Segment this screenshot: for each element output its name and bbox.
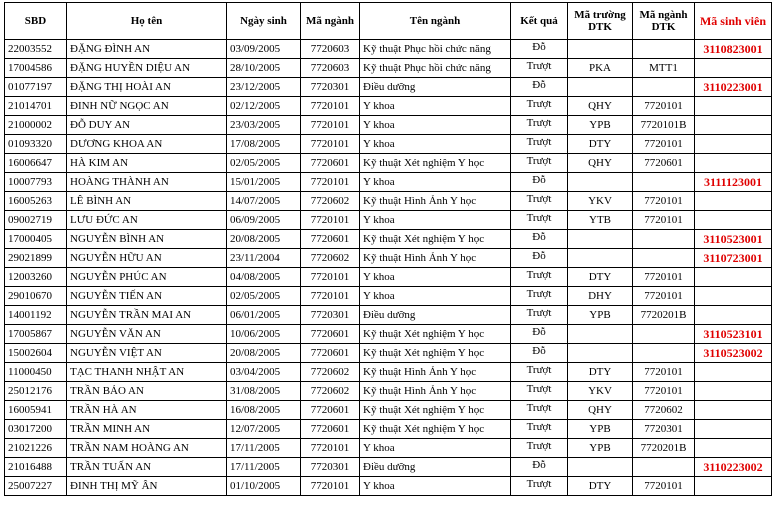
cell-student-id	[695, 477, 772, 496]
table-row	[5, 401, 772, 420]
cell-sbd: 21016488	[5, 458, 67, 477]
header-row	[5, 3, 772, 40]
cell-major-name: Điều dưỡng	[360, 458, 511, 477]
cell-major-name: Kỹ thuật Xét nghiệm Y học	[360, 420, 511, 439]
cell-name: TRẦN TUẤN AN	[67, 458, 227, 477]
cell-school-dtk	[568, 173, 633, 192]
cell-result: Trượt	[511, 211, 568, 230]
cell-sbd: 10007793	[5, 173, 67, 192]
cell-major-name: Kỹ thuật Hình Ảnh Y học	[360, 382, 511, 401]
cell-sbd: 11000450	[5, 363, 67, 382]
cell-major-code: 7720101	[301, 211, 360, 230]
cell-major-code: 7720601	[301, 154, 360, 173]
cell-result: Trượt	[511, 439, 568, 458]
header-school-dtk: Mã trường DTK	[568, 3, 633, 40]
table-row	[5, 97, 772, 116]
cell-major-code: 7720601	[301, 401, 360, 420]
cell-major-code: 7720101	[301, 477, 360, 496]
cell-major-dtk	[633, 458, 695, 477]
table-row	[5, 363, 772, 382]
cell-school-dtk	[568, 230, 633, 249]
cell-sbd: 16005941	[5, 401, 67, 420]
cell-major-dtk: 7720201B	[633, 439, 695, 458]
cell-name: NGUYỄN TIẾN AN	[67, 287, 227, 306]
table-body	[5, 40, 772, 496]
cell-sbd: 01093320	[5, 135, 67, 154]
cell-student-id	[695, 306, 772, 325]
cell-major-code: 7720101	[301, 268, 360, 287]
header-sbd: SBD	[5, 3, 67, 40]
cell-major-dtk: 7720101	[633, 192, 695, 211]
cell-major-code: 7720602	[301, 249, 360, 268]
cell-major-dtk: 7720101B	[633, 116, 695, 135]
cell-major-code: 7720602	[301, 363, 360, 382]
cell-major-code: 7720601	[301, 344, 360, 363]
cell-sbd: 03017200	[5, 420, 67, 439]
cell-student-id	[695, 211, 772, 230]
cell-name: NGUYỄN TRẦN MAI AN	[67, 306, 227, 325]
cell-sbd: 01077197	[5, 78, 67, 97]
cell-dob: 03/09/2005	[227, 40, 301, 59]
cell-dob: 17/08/2005	[227, 135, 301, 154]
cell-name: ĐINH THỊ MỸ ÂN	[67, 477, 227, 496]
cell-school-dtk: YPB	[568, 116, 633, 135]
cell-major-name: Y khoa	[360, 116, 511, 135]
cell-student-id	[695, 59, 772, 78]
cell-major-code: 7720301	[301, 458, 360, 477]
cell-school-dtk	[568, 344, 633, 363]
cell-major-code: 7720101	[301, 135, 360, 154]
cell-name: NGUYỄN HỮU AN	[67, 249, 227, 268]
header-major-code: Mã ngành	[301, 3, 360, 40]
cell-result: Trượt	[511, 192, 568, 211]
admission-results-table	[4, 2, 772, 496]
cell-name: NGUYỄN VĂN AN	[67, 325, 227, 344]
cell-name: LÊ BÌNH AN	[67, 192, 227, 211]
cell-result: Trượt	[511, 268, 568, 287]
table-row	[5, 154, 772, 173]
table-row	[5, 458, 772, 477]
cell-major-dtk	[633, 40, 695, 59]
table-row	[5, 116, 772, 135]
cell-school-dtk: QHY	[568, 154, 633, 173]
cell-major-dtk: 7720301	[633, 420, 695, 439]
cell-major-dtk: 7720101	[633, 211, 695, 230]
cell-major-code: 7720601	[301, 325, 360, 344]
cell-major-dtk: 7720101	[633, 382, 695, 401]
cell-student-id	[695, 268, 772, 287]
cell-sbd: 21021226	[5, 439, 67, 458]
table-row	[5, 268, 772, 287]
cell-sbd: 25012176	[5, 382, 67, 401]
cell-result: Trượt	[511, 420, 568, 439]
cell-major-name: Y khoa	[360, 135, 511, 154]
cell-dob: 06/09/2005	[227, 211, 301, 230]
cell-major-code: 7720101	[301, 97, 360, 116]
cell-school-dtk: YPB	[568, 306, 633, 325]
cell-sbd: 14001192	[5, 306, 67, 325]
cell-major-name: Y khoa	[360, 173, 511, 192]
cell-major-name: Kỹ thuật Hình Ảnh Y học	[360, 249, 511, 268]
cell-student-id	[695, 97, 772, 116]
cell-major-name: Y khoa	[360, 477, 511, 496]
cell-school-dtk: DTY	[568, 135, 633, 154]
cell-dob: 12/07/2005	[227, 420, 301, 439]
cell-major-dtk: 7720101	[633, 135, 695, 154]
cell-major-code: 7720101	[301, 116, 360, 135]
cell-student-id: 3110823001	[695, 40, 772, 59]
cell-result: Trượt	[511, 97, 568, 116]
cell-result: Trượt	[511, 306, 568, 325]
cell-major-name: Y khoa	[360, 97, 511, 116]
table-row	[5, 230, 772, 249]
cell-sbd: 17000405	[5, 230, 67, 249]
cell-major-code: 7720603	[301, 40, 360, 59]
cell-student-id	[695, 154, 772, 173]
cell-result: Trượt	[511, 59, 568, 78]
cell-school-dtk	[568, 458, 633, 477]
cell-major-name: Kỹ thuật Phục hồi chức năng	[360, 40, 511, 59]
cell-sbd: 21014701	[5, 97, 67, 116]
cell-school-dtk	[568, 249, 633, 268]
cell-name: TRẦN MINH AN	[67, 420, 227, 439]
cell-dob: 15/01/2005	[227, 173, 301, 192]
cell-major-dtk: 7720101	[633, 477, 695, 496]
cell-major-code: 7720101	[301, 173, 360, 192]
cell-major-name: Kỹ thuật Xét nghiệm Y học	[360, 344, 511, 363]
cell-school-dtk: DTY	[568, 363, 633, 382]
cell-result: Đỗ	[511, 40, 568, 59]
cell-school-dtk: YKV	[568, 192, 633, 211]
cell-major-name: Kỹ thuật Xét nghiệm Y học	[360, 154, 511, 173]
cell-major-code: 7720601	[301, 230, 360, 249]
cell-dob: 17/11/2005	[227, 439, 301, 458]
cell-sbd: 09002719	[5, 211, 67, 230]
cell-major-dtk: 7720101	[633, 97, 695, 116]
header-student-id: Mã sinh viên	[695, 3, 772, 40]
cell-dob: 23/12/2005	[227, 78, 301, 97]
cell-result: Trượt	[511, 135, 568, 154]
cell-dob: 28/10/2005	[227, 59, 301, 78]
cell-major-name: Kỹ thuật Hình Ảnh Y học	[360, 363, 511, 382]
cell-sbd: 25007227	[5, 477, 67, 496]
table-row	[5, 344, 772, 363]
cell-major-dtk	[633, 325, 695, 344]
cell-dob: 17/11/2005	[227, 458, 301, 477]
cell-result: Trượt	[511, 477, 568, 496]
cell-major-code: 7720602	[301, 192, 360, 211]
cell-school-dtk: YPB	[568, 439, 633, 458]
table-row	[5, 287, 772, 306]
cell-major-dtk: MTT1	[633, 59, 695, 78]
cell-major-dtk	[633, 249, 695, 268]
cell-major-dtk	[633, 173, 695, 192]
table-row	[5, 59, 772, 78]
cell-dob: 10/06/2005	[227, 325, 301, 344]
cell-name: ĐẶNG THỊ HOÀI AN	[67, 78, 227, 97]
cell-school-dtk: QHY	[568, 401, 633, 420]
cell-dob: 23/11/2004	[227, 249, 301, 268]
cell-dob: 06/01/2005	[227, 306, 301, 325]
cell-major-name: Y khoa	[360, 287, 511, 306]
cell-major-dtk	[633, 344, 695, 363]
cell-name: ĐINH NỮ NGỌC AN	[67, 97, 227, 116]
cell-school-dtk	[568, 325, 633, 344]
cell-result: Đỗ	[511, 78, 568, 97]
cell-major-code: 7720301	[301, 306, 360, 325]
cell-dob: 01/10/2005	[227, 477, 301, 496]
cell-major-dtk: 7720601	[633, 154, 695, 173]
table-row	[5, 325, 772, 344]
cell-major-code: 7720101	[301, 287, 360, 306]
cell-major-name: Kỹ thuật Xét nghiệm Y học	[360, 325, 511, 344]
cell-name: HOÀNG THÀNH AN	[67, 173, 227, 192]
cell-name: NGUYỄN VIỆT AN	[67, 344, 227, 363]
table-row	[5, 249, 772, 268]
cell-student-id	[695, 363, 772, 382]
cell-student-id	[695, 401, 772, 420]
cell-school-dtk	[568, 78, 633, 97]
cell-name: NGUYỄN BÌNH AN	[67, 230, 227, 249]
cell-dob: 02/12/2005	[227, 97, 301, 116]
cell-sbd: 16006647	[5, 154, 67, 173]
results-sheet	[4, 2, 772, 496]
cell-name: TẠC THANH NHẬT AN	[67, 363, 227, 382]
cell-dob: 04/08/2005	[227, 268, 301, 287]
cell-name: ĐẶNG HUYỀN DIỆU AN	[67, 59, 227, 78]
table-row	[5, 439, 772, 458]
cell-major-dtk: 7720602	[633, 401, 695, 420]
cell-major-name: Y khoa	[360, 439, 511, 458]
cell-dob: 02/05/2005	[227, 154, 301, 173]
cell-name: TRẦN NAM HOÀNG AN	[67, 439, 227, 458]
table-row	[5, 382, 772, 401]
cell-student-id	[695, 135, 772, 154]
table-row	[5, 477, 772, 496]
header-name: Họ tên	[67, 3, 227, 40]
cell-student-id	[695, 287, 772, 306]
cell-name: DƯƠNG KHOA AN	[67, 135, 227, 154]
cell-result: Đỗ	[511, 249, 568, 268]
cell-dob: 23/03/2005	[227, 116, 301, 135]
cell-name: ĐẶNG ĐÌNH AN	[67, 40, 227, 59]
cell-dob: 03/04/2005	[227, 363, 301, 382]
cell-result: Đỗ	[511, 325, 568, 344]
cell-sbd: 22003552	[5, 40, 67, 59]
cell-school-dtk: PKA	[568, 59, 633, 78]
cell-school-dtk: DTY	[568, 477, 633, 496]
cell-result: Trượt	[511, 116, 568, 135]
cell-student-id	[695, 439, 772, 458]
table-row	[5, 135, 772, 154]
cell-major-name: Điều dưỡng	[360, 306, 511, 325]
cell-major-dtk: 7720201B	[633, 306, 695, 325]
cell-result: Trượt	[511, 401, 568, 420]
cell-result: Trượt	[511, 382, 568, 401]
cell-school-dtk: DHY	[568, 287, 633, 306]
cell-major-dtk	[633, 78, 695, 97]
cell-major-code: 7720301	[301, 78, 360, 97]
cell-major-name: Kỹ thuật Hình Ảnh Y học	[360, 192, 511, 211]
cell-student-id	[695, 420, 772, 439]
cell-sbd: 17005867	[5, 325, 67, 344]
cell-name: HÀ KIM AN	[67, 154, 227, 173]
table-row	[5, 192, 772, 211]
cell-name: NGUYỄN PHÚC AN	[67, 268, 227, 287]
cell-student-id: 3110223002	[695, 458, 772, 477]
cell-student-id	[695, 116, 772, 135]
table-row	[5, 78, 772, 97]
table-row	[5, 420, 772, 439]
cell-dob: 14/07/2005	[227, 192, 301, 211]
cell-major-dtk: 7720101	[633, 268, 695, 287]
cell-result: Trượt	[511, 363, 568, 382]
cell-major-name: Y khoa	[360, 211, 511, 230]
cell-result: Trượt	[511, 287, 568, 306]
cell-student-id: 3110523101	[695, 325, 772, 344]
cell-major-code: 7720101	[301, 439, 360, 458]
cell-student-id: 3110223001	[695, 78, 772, 97]
cell-student-id	[695, 382, 772, 401]
cell-student-id	[695, 192, 772, 211]
cell-major-name: Y khoa	[360, 268, 511, 287]
cell-major-code: 7720603	[301, 59, 360, 78]
cell-major-dtk: 7720101	[633, 287, 695, 306]
cell-name: TRẦN BẢO AN	[67, 382, 227, 401]
cell-student-id: 3110523001	[695, 230, 772, 249]
cell-name: ĐỖ DUY AN	[67, 116, 227, 135]
cell-major-code: 7720602	[301, 382, 360, 401]
cell-major-dtk	[633, 230, 695, 249]
cell-result: Đỗ	[511, 344, 568, 363]
cell-school-dtk: YPB	[568, 420, 633, 439]
cell-dob: 20/08/2005	[227, 344, 301, 363]
cell-name: LƯU ĐỨC AN	[67, 211, 227, 230]
cell-name: TRẦN HÀ AN	[67, 401, 227, 420]
header-dob: Ngày sinh	[227, 3, 301, 40]
cell-dob: 02/05/2005	[227, 287, 301, 306]
header-result: Kết quả	[511, 3, 568, 40]
cell-student-id: 3111123001	[695, 173, 772, 192]
cell-result: Trượt	[511, 154, 568, 173]
header-major-name: Tên ngành	[360, 3, 511, 40]
header-major-dtk: Mã ngành DTK	[633, 3, 695, 40]
cell-result: Đỗ	[511, 230, 568, 249]
cell-school-dtk: YKV	[568, 382, 633, 401]
cell-sbd: 16005263	[5, 192, 67, 211]
cell-major-name: Kỹ thuật Xét nghiệm Y học	[360, 401, 511, 420]
table-row	[5, 173, 772, 192]
cell-major-name: Kỹ thuật Phục hồi chức năng	[360, 59, 511, 78]
cell-result: Đỗ	[511, 173, 568, 192]
cell-dob: 16/08/2005	[227, 401, 301, 420]
cell-school-dtk	[568, 40, 633, 59]
cell-result: Đỗ	[511, 458, 568, 477]
cell-sbd: 21000002	[5, 116, 67, 135]
table-row	[5, 211, 772, 230]
cell-sbd: 12003260	[5, 268, 67, 287]
cell-school-dtk: DTY	[568, 268, 633, 287]
cell-major-name: Điều dưỡng	[360, 78, 511, 97]
table-row	[5, 40, 772, 59]
cell-student-id: 3110523002	[695, 344, 772, 363]
cell-dob: 20/08/2005	[227, 230, 301, 249]
cell-sbd: 15002604	[5, 344, 67, 363]
cell-major-dtk: 7720101	[633, 363, 695, 382]
cell-school-dtk: QHY	[568, 97, 633, 116]
cell-school-dtk: YTB	[568, 211, 633, 230]
cell-dob: 31/08/2005	[227, 382, 301, 401]
table-row	[5, 306, 772, 325]
cell-sbd: 29010670	[5, 287, 67, 306]
cell-sbd: 17004586	[5, 59, 67, 78]
cell-student-id: 3110723001	[695, 249, 772, 268]
cell-major-name: Kỹ thuật Xét nghiệm Y học	[360, 230, 511, 249]
cell-major-code: 7720601	[301, 420, 360, 439]
cell-sbd: 29021899	[5, 249, 67, 268]
